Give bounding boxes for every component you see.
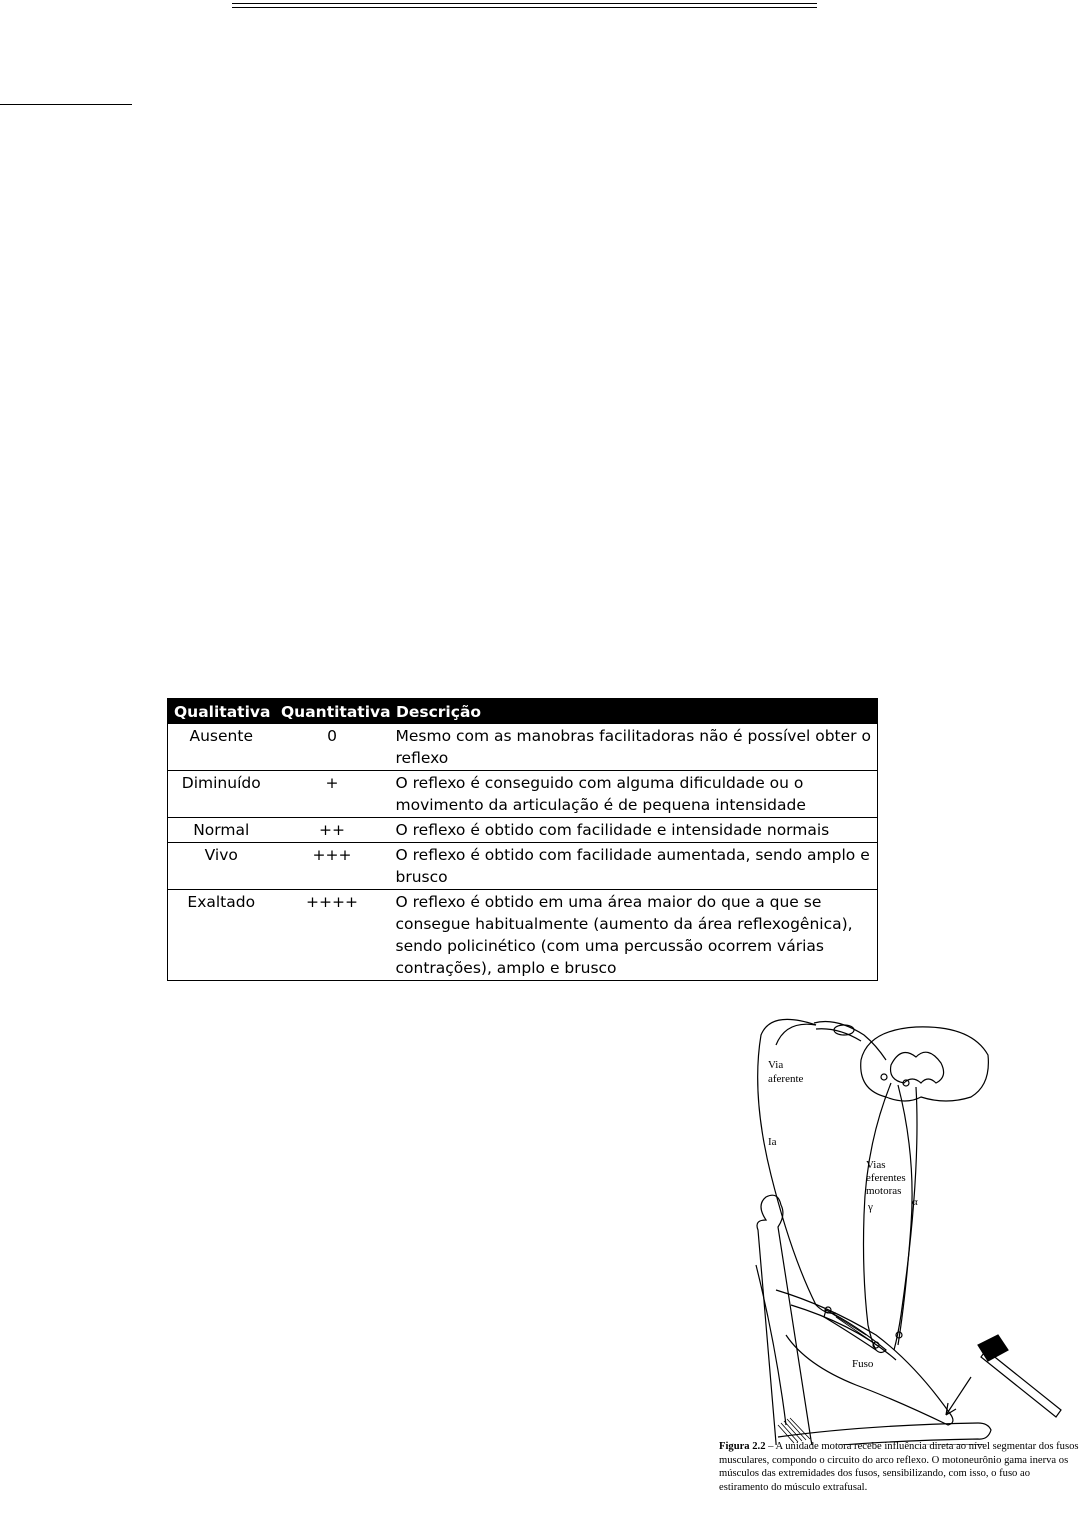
label-motoras: motoras xyxy=(866,1185,902,1197)
reflex-hammer xyxy=(981,1350,1061,1417)
cell-descricao: O reflexo é obtido com facilidade aumentada, sendo amplo e brusco xyxy=(390,843,878,890)
humerus-bone xyxy=(757,1195,812,1445)
label-ia: Ia xyxy=(768,1136,777,1148)
table-row xyxy=(168,890,878,981)
cell-quantitativa: + xyxy=(275,771,390,818)
label-fuso: Fuso xyxy=(852,1358,874,1370)
figure-caption xyxy=(719,1440,1081,1494)
cell-qualitativa: Ausente xyxy=(168,724,275,771)
cell-qualitativa: Vivo xyxy=(168,843,275,890)
section-underline xyxy=(0,104,132,105)
table-row xyxy=(168,771,878,818)
label-aferente: aferente xyxy=(768,1073,804,1085)
spinal-cord-outline xyxy=(861,1027,989,1101)
cell-descricao: O reflexo é obtido em uma área maior do que a que se consegue habitualmente (aumento da área reflexogênica), sendo policinético (com uma percussão ocorrem várias contrações), amplo e brusco xyxy=(390,890,878,981)
cell-quantitativa: ++ xyxy=(275,818,390,843)
label-alpha: α xyxy=(912,1196,918,1208)
header-descricao: Descrição xyxy=(390,699,878,724)
cell-quantitativa: +++ xyxy=(275,843,390,890)
header-qualitativa: Qualitativa xyxy=(168,699,275,724)
header-quantitativa: Quantitativa xyxy=(275,699,390,724)
label-gamma: γ xyxy=(868,1201,873,1213)
header-double-rule-top xyxy=(232,3,817,4)
cell-descricao: O reflexo é obtido com facilidade e intensidade normais xyxy=(390,818,878,843)
dorsal-root-ganglion xyxy=(834,1025,854,1035)
header-double-rule-bottom xyxy=(232,7,817,8)
caption-title: Figura 2.2 xyxy=(719,1441,766,1452)
cell-qualitativa: Exaltado xyxy=(168,890,275,981)
label-eferentes: eferentes xyxy=(866,1172,906,1184)
cell-descricao: O reflexo é conseguido com alguma dificuldade ou o movimento da articulação é de pequena intensidade xyxy=(390,771,878,818)
reflex-grading-table xyxy=(167,698,878,981)
cell-descricao: Mesmo com as manobras facilitadoras não é possível obter o reflexo xyxy=(390,724,878,771)
cell-qualitativa: Diminuído xyxy=(168,771,275,818)
cell-qualitativa: Normal xyxy=(168,818,275,843)
cell-quantitativa: ++++ xyxy=(275,890,390,981)
table-row xyxy=(168,818,878,843)
table-header-row xyxy=(168,699,878,724)
table-row xyxy=(168,724,878,771)
label-via: Via xyxy=(768,1059,784,1071)
reflex-arc-illustration xyxy=(716,1005,1083,1445)
table-row xyxy=(168,843,878,890)
label-vias: Vias xyxy=(866,1159,886,1171)
cell-quantitativa: 0 xyxy=(275,724,390,771)
caption-text: – A unidade motora recebe influência direta ao nível segmentar dos fusos musculares, compondo o circuito do arco reflexo. O motoneurônio gama inerva os músculos das extremidades dos fusos, sensibilizando, com isso, o fuso ao estiramento do músculo extrafusal. xyxy=(719,1441,1079,1493)
grey-matter xyxy=(891,1052,944,1083)
